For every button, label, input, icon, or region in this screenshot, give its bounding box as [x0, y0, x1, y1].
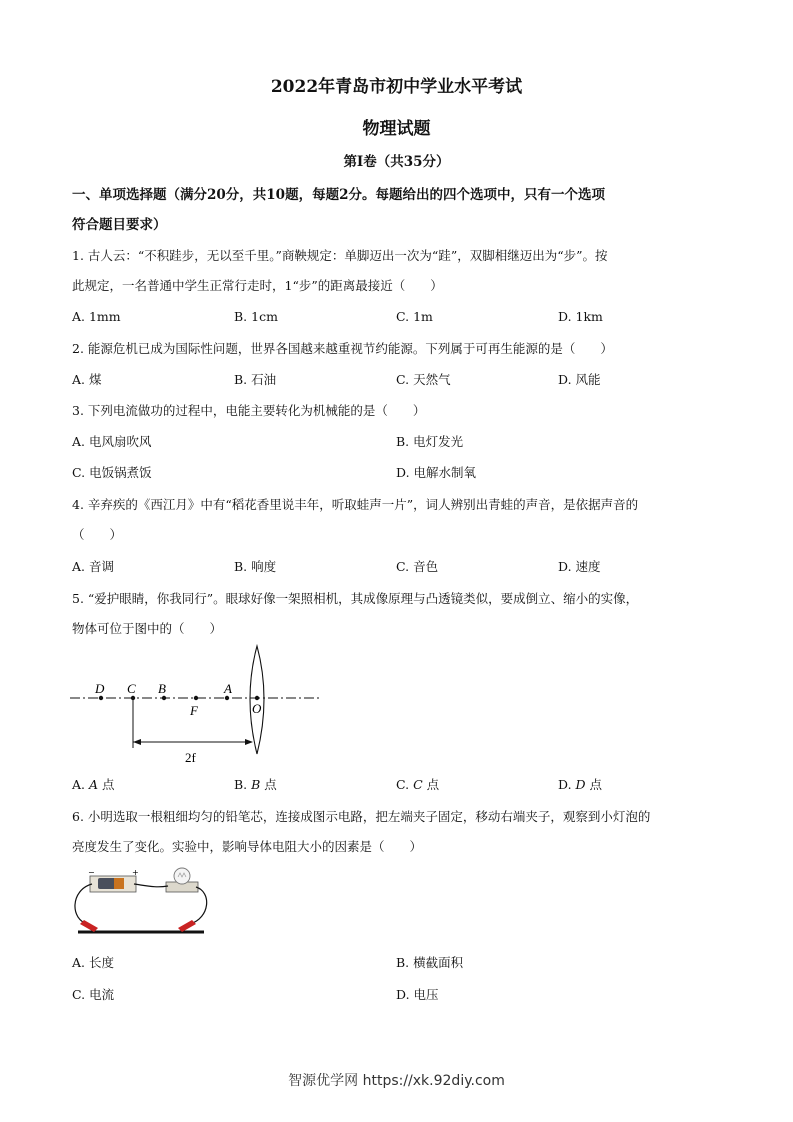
q5-option-b-prefix: B.	[234, 777, 252, 792]
q5-option-c	[396, 775, 439, 793]
q5-option-b-suffix: 点	[260, 777, 277, 792]
q6-stem-line2: 亮度发生了变化。实验中，影响导体电阻大小的因素是（ ）	[72, 839, 423, 854]
point-label-b: B	[158, 681, 166, 696]
q3-stem: 3. 下列电流做功的过程中，电能主要转化为机械能的是（ ）	[72, 403, 426, 418]
q4-option-d: D. 速度	[558, 559, 601, 574]
battery-minus-label: −	[88, 868, 95, 877]
q1-option-a: A. 1mm	[72, 309, 121, 324]
q4-stem-line1: 4. 辛弃疾的《西江月》中有“稻花香里说丰年，听取蛙声一片”，词人辨别出青蛙的声音，是依据声音的	[72, 497, 639, 512]
q6-option-c: C. 电流	[72, 987, 115, 1002]
q5-option-b-letter: B	[251, 777, 261, 792]
battery-plus-label: +	[132, 868, 139, 877]
q5-option-d-prefix: D.	[558, 777, 576, 792]
q1-option-b: B. 1cm	[234, 309, 278, 324]
q5-option-a-letter: A	[88, 777, 99, 792]
q6-option-b: B. 横截面积	[396, 955, 464, 970]
wire-left	[75, 884, 92, 924]
footer-watermark: 智源优学网 https://xk.92diy.com	[288, 1073, 505, 1089]
lens-diagram	[66, 640, 326, 770]
section-heading-line2: 符合题目要求）	[72, 217, 167, 233]
point-label-d: D	[95, 681, 105, 696]
q3-option-b: B. 电灯发光	[396, 434, 464, 449]
q6-stem-line1: 6. 小明选取一根粗细均匀的铅笔芯，连接成图示电路，把左端夹子固定，移动右端夹子，观察到小灯泡的	[72, 809, 651, 824]
point-label-o: O	[252, 701, 262, 716]
q5-option-d	[558, 775, 602, 793]
q5-option-d-suffix: 点	[585, 777, 603, 792]
q3-option-d: D. 电解水制氧	[396, 465, 477, 480]
battery-cap	[114, 878, 124, 889]
right-clip	[178, 920, 196, 932]
circuit-diagram	[68, 862, 218, 944]
q3-option-c: C. 电饭锅煮饭	[72, 465, 152, 480]
dimension-label-2f: 2f	[185, 750, 196, 765]
q2-stem: 2. 能源危机已成为国际性问题，世界各国越来越重视节约能源。下列属于可再生能源的是（ ）	[72, 341, 613, 356]
q1-option-d: D. 1km	[558, 309, 603, 324]
q1-stem-line1: 1. 古人云：“不积跬步，无以至千里。”商鞅规定：单脚迈出一次为“跬”，双脚相继迈出为“步”。按	[72, 248, 608, 263]
q1-option-c: C. 1m	[396, 309, 433, 324]
q2-option-b: B. 石油	[234, 372, 277, 387]
q5-stem-line2: 物体可位于图中的（ ）	[72, 621, 223, 636]
q5-option-c-prefix: C.	[396, 777, 414, 792]
q5-option-a	[72, 775, 115, 793]
bulb	[174, 868, 190, 884]
q5-stem-line1: 5. “爱护眼睛，你我同行”。眼球好像一架照相机，其成像原理与凸透镜类似，要成倒立、缩小的实像，	[72, 591, 639, 606]
q5-option-a-prefix: A.	[72, 777, 89, 792]
q2-option-d: D. 风能	[558, 372, 601, 387]
wire-right	[190, 887, 207, 924]
q1-stem-line2: 此规定，一名普通中学生正常行走时，1“步”的距离最接近（ ）	[72, 278, 443, 293]
point-label-c: C	[127, 681, 136, 696]
q4-option-a: A. 音调	[72, 559, 114, 574]
subject-title: 物理试题	[362, 119, 431, 139]
point-label-a: A	[224, 681, 232, 696]
q5-option-a-suffix: 点	[98, 777, 115, 792]
q5-option-d-letter: D	[575, 777, 586, 792]
q2-option-a: A. 煤	[72, 372, 102, 387]
q4-stem-line2: （ ）	[72, 527, 123, 542]
q4-option-b: B. 响度	[234, 559, 277, 574]
part-title: 第I卷（共35分）	[343, 154, 450, 170]
q6-option-d: D. 电压	[396, 987, 439, 1002]
q6-option-a: A. 长度	[72, 955, 114, 970]
q3-option-a: A. 电风扇吹风	[72, 434, 152, 449]
q4-option-c: C. 音色	[396, 559, 439, 574]
point-label-f: F	[190, 703, 198, 718]
wire-middle	[134, 884, 168, 887]
q5-option-c-suffix: 点	[422, 777, 440, 792]
section-heading-line1: 一、单项选择题（满分20分，共10题，每题2分。每题给出的四个选项中，只有一个选项	[72, 187, 605, 203]
left-clip	[80, 920, 98, 932]
q2-option-c: C. 天然气	[396, 372, 451, 387]
q5-option-c-letter: C	[413, 777, 423, 792]
q5-option-b	[234, 775, 277, 793]
exam-title: 2022年青岛市初中学业水平考试	[270, 77, 523, 97]
